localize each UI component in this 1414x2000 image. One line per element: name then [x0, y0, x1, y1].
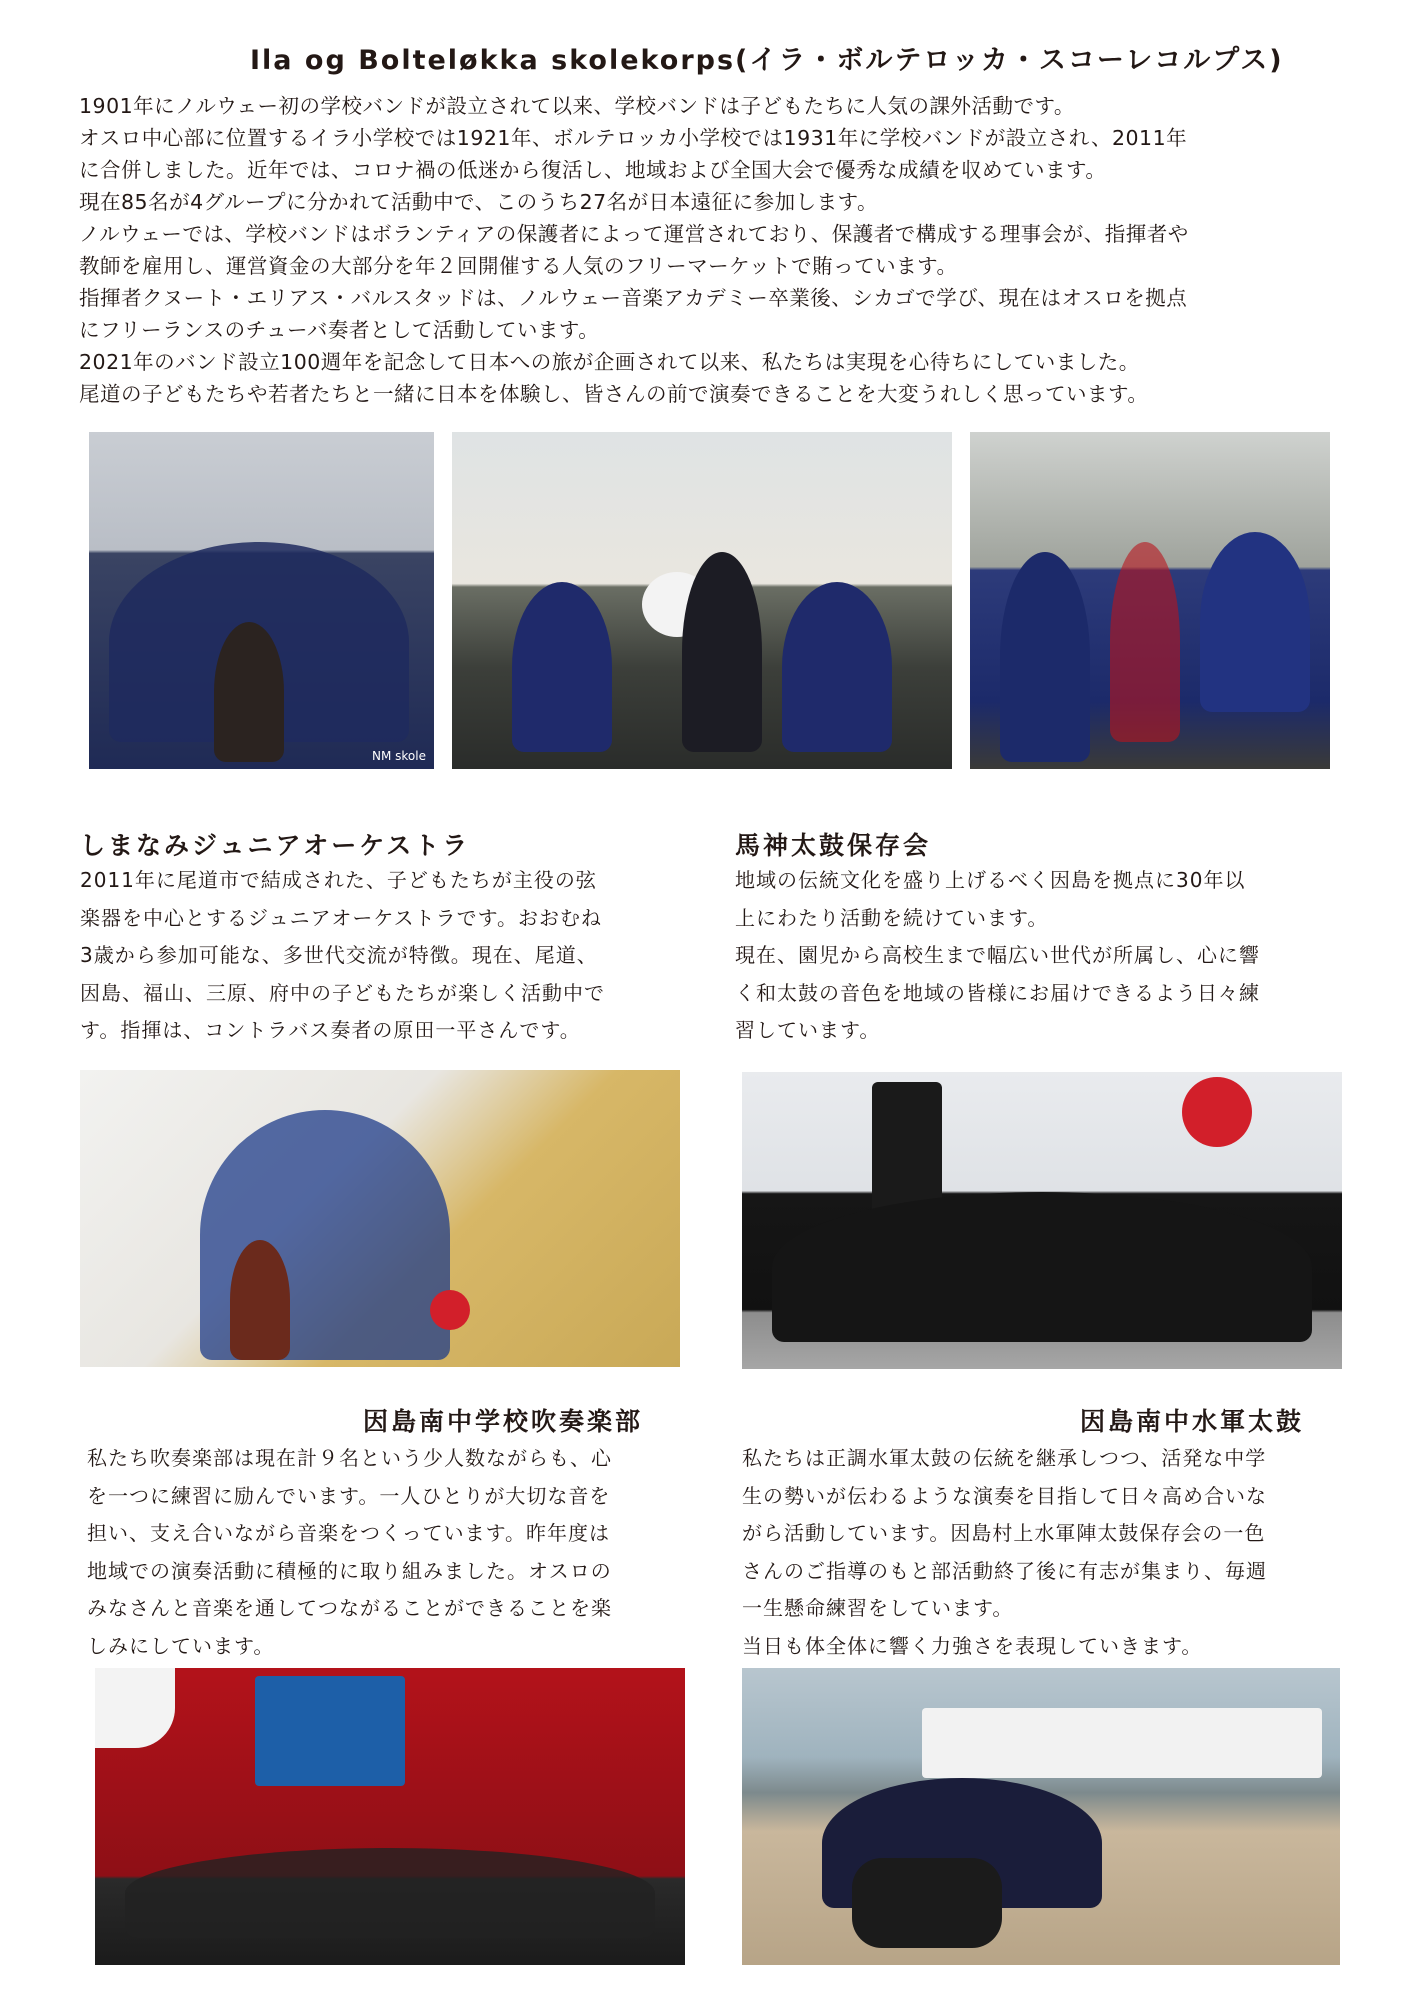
- intro-line: 尾道の子どもたちや若者たちと一緒に日本を体験し、皆さんの前で演奏できることを大変うれしく思っています。: [79, 382, 1149, 406]
- intro-line: 1901年にノルウェー初の学校バンドが設立されて以来、学校バンドは子どもたちに人気の課外活動です。: [79, 94, 1075, 118]
- section-line: 一生懸命練習をしています。: [742, 1596, 1014, 1620]
- intro-line: にフリーランスのチューバ奏者として活動しています。: [79, 318, 600, 342]
- section-title-brass: 因島南中学校吹奏楽部: [363, 1407, 644, 1436]
- section-line: 因島、福山、三原、府中の子どもたちが楽しく活動中で: [80, 980, 605, 1005]
- photo-watermark: NM skole: [372, 749, 426, 763]
- section-line: く和太鼓の音色を地域の皆様にお届けできるよう日々練: [735, 980, 1260, 1005]
- section-line: 2011年に尾道市で結成された、子どもたちが主役の弦: [80, 868, 597, 892]
- intro-text: [79, 90, 1359, 410]
- intro-line: ノルウェーでは、学校バンドはボランティアの保護者によって運営されており、保護者で構成する理事会が、指揮者や: [79, 222, 1189, 246]
- section-line: を一つに練習に励んでいます。一人ひとりが大切な音を: [87, 1483, 611, 1508]
- oslo-band-group-photo: [89, 432, 434, 769]
- section-line: 3歳から参加可能な、多世代交流が特徴。現在、尾道、: [80, 943, 598, 967]
- section-line: 現在、園児から高校生まで幅広い世代が所属し、心に響: [735, 943, 1260, 967]
- section-line: みなさんと音楽を通してつながることができることを楽: [87, 1596, 612, 1620]
- intro-line: 指揮者クヌート・エリアス・バルスタッドは、ノルウェー音楽アカデミー卒業後、シカゴで学び、現在はオスロを拠点: [79, 286, 1188, 310]
- section-line: 当日も体全体に響く力強さを表現していきます。: [742, 1633, 1203, 1658]
- section-line: しみにしています。: [87, 1633, 275, 1658]
- intro-line: 教師を雇用し、運営資金の大部分を年２回開催する人気のフリーマーケットで賄っています。: [79, 254, 958, 278]
- section-title-bashin: 馬神太鼓保存会: [735, 831, 932, 860]
- page-title: Ila og Bolteløkka skolekorps(イラ・ボルテロッカ・スコーレコルプス): [250, 45, 1284, 76]
- section-line: す。指揮は、コントラバス奏者の原田一平さんです。: [80, 1018, 581, 1042]
- section-title-suigun: 因島南中水軍太鼓: [1080, 1407, 1305, 1436]
- intro-line: に合併しました。近年では、コロナ禍の低迷から復活し、地域および全国大会で優秀な成績を収めています。: [79, 158, 1107, 182]
- section-line: 楽器を中心とするジュニアオーケストラです。おおむね: [80, 905, 602, 930]
- bashin-taiko-photo: [742, 1072, 1342, 1369]
- section-title-shimanami: しまなみジュニアオーケストラ: [80, 831, 471, 860]
- shimanami-orchestra-photo: [80, 1070, 680, 1367]
- section-line: 上にわたり活動を続けています。: [735, 905, 1049, 930]
- intro-line: 現在85名が4グループに分かれて活動中で、このうち27名が日本遠征に参加します。: [79, 190, 879, 214]
- suigun-taiko-beach-photo: [742, 1668, 1340, 1965]
- section-line: 地域での演奏活動に積極的に取り組みました。オスロの: [87, 1558, 612, 1583]
- oslo-band-flute-photo: [970, 432, 1330, 769]
- section-text-bashin: [735, 862, 1355, 1050]
- oslo-band-marching-photo: [452, 432, 952, 769]
- intro-line: オスロ中心部に位置するイラ小学校では1921年、ボルテロッカ小学校では1931年に学校バンドが設立され、2011年: [79, 126, 1188, 150]
- section-line: がら活動しています。因島村上水軍陣太鼓保存会の一色: [742, 1521, 1266, 1545]
- section-line: 私たちは正調水軍太鼓の伝統を継承しつつ、活発な中学: [742, 1446, 1267, 1470]
- section-text-shimanami: [80, 862, 700, 1050]
- brass-band-stage-photo: [95, 1668, 685, 1965]
- section-line: 私たち吹奏楽部は現在計９名という少人数ながらも、心: [87, 1446, 612, 1470]
- intro-line: 2021年のバンド設立100週年を記念して日本への旅が企画されて以来、私たちは実現を心待ちにしていました。: [79, 350, 1140, 374]
- section-text-brass: [87, 1440, 707, 1665]
- section-line: さんのご指導のもと部活動終了後に有志が集まり、毎週: [742, 1558, 1267, 1583]
- section-line: 地域の伝統文化を盛り上げるべく因島を拠点に30年以: [735, 868, 1246, 892]
- section-text-suigun: [742, 1440, 1362, 1665]
- section-line: 担い、支え合いながら音楽をつくっています。昨年度は: [87, 1521, 610, 1545]
- section-line: 習しています。: [735, 1018, 881, 1042]
- section-line: 生の勢いが伝わるような演奏を目指して日々高め合いな: [742, 1483, 1267, 1508]
